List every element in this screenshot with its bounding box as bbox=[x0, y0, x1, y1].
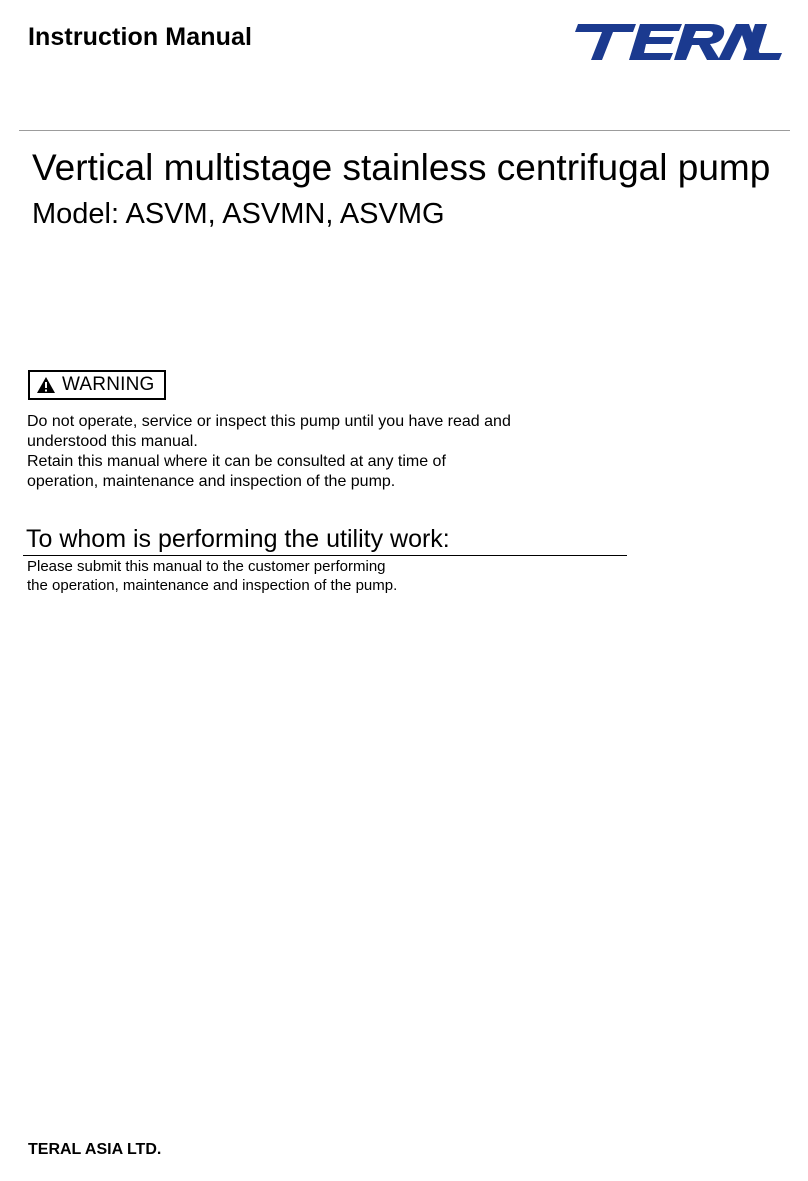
document-title: Vertical multistage stainless centrifugal pump bbox=[32, 147, 771, 188]
warning-line: Retain this manual where it can be consulted at any time of bbox=[27, 453, 446, 470]
company-name: TERAL ASIA LTD. bbox=[28, 1141, 162, 1158]
utility-line: the operation, maintenance and inspection of the pump. bbox=[27, 577, 398, 594]
warning-triangle-icon bbox=[36, 376, 56, 394]
warning-line: Do not operate, service or inspect this pump until you have read and bbox=[27, 413, 511, 430]
utility-line: Please submit this manual to the customer performing bbox=[27, 558, 386, 575]
utility-paragraph bbox=[27, 557, 397, 595]
warning-paragraph bbox=[27, 412, 587, 492]
teral-logo bbox=[570, 18, 782, 66]
warning-line: operation, maintenance and inspection of the pump. bbox=[27, 473, 396, 490]
utility-heading: To whom is performing the utility work: bbox=[26, 525, 450, 553]
warning-label: WARNING bbox=[62, 374, 155, 395]
warning-line: understood this manual. bbox=[27, 433, 198, 450]
document-type-label: Instruction Manual bbox=[28, 23, 253, 51]
header-divider bbox=[19, 130, 790, 131]
utility-heading-underline bbox=[23, 555, 627, 556]
model-line: Model: ASVM, ASVMN, ASVMG bbox=[32, 198, 445, 230]
warning-badge bbox=[28, 370, 166, 400]
